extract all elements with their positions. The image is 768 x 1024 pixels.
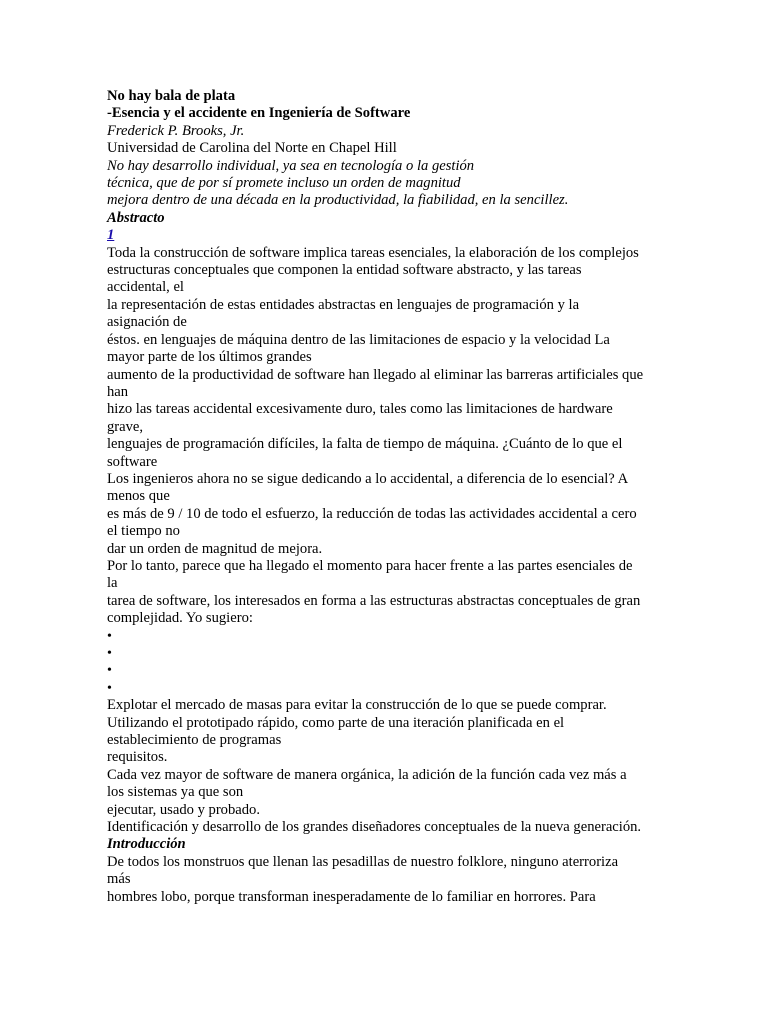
abstract-line: Por lo tanto, parece que ha llegado el momento para hacer frente a las partes esenciales de — [107, 557, 633, 574]
suggestion-line: requisitos. — [107, 749, 168, 766]
abstract-line: éstos. en lenguajes de máquina dentro de las limitaciones de espacio y la velocidad La — [107, 331, 610, 348]
footnote-link[interactable]: 1 — [107, 227, 115, 244]
suggestion-line: Identificación y desarrollo de los grandes diseñadores conceptuales de la nueva generación. — [107, 819, 642, 836]
abstract-line: es más de 9 / 10 de todo el esfuerzo, la reducción de todas las actividades accidental a cero — [107, 505, 637, 522]
epigraph-line: técnica, que de por sí promete incluso un orden de magnitud — [107, 175, 461, 192]
abstract-line: la — [107, 575, 118, 592]
abstract-line: menos que — [107, 488, 170, 505]
abstract-line: software — [107, 453, 158, 470]
intro-line: más — [107, 871, 131, 888]
abstract-line: complejidad. Yo sugiero: — [107, 610, 253, 627]
introduction-heading: Introducción — [107, 836, 186, 853]
abstract-line: hizo las tareas accidental excesivamente duro, tales como las limitaciones de hardware — [107, 401, 613, 418]
document-body — [107, 88, 663, 906]
abstract-line: han — [107, 383, 129, 400]
abstract-heading: Abstracto — [107, 209, 165, 226]
author-affiliation: Universidad de Carolina del Norte en Chapel Hill — [107, 140, 397, 157]
abstract-line: dar un orden de magnitud de mejora. — [107, 540, 323, 557]
abstract-line: el tiempo no — [107, 523, 180, 540]
abstract-line: la representación de estas entidades abstractas en lenguajes de programación y la — [107, 296, 580, 313]
abstract-line: estructuras conceptuales que componen la entidad software abstracto, y las tareas — [107, 262, 582, 279]
bullet-marker: • — [107, 680, 112, 696]
abstract-line: accidental, el — [107, 279, 184, 296]
intro-line: hombres lobo, porque transforman inesperadamente de lo familiar en horrores. Para — [107, 888, 596, 905]
abstract-line: tarea de software, los interesados en forma a las estructuras abstractas conceptuales de gran — [107, 592, 641, 609]
intro-line: De todos los monstruos que llenan las pesadillas de nuestro folklore, ninguno aterroriza — [107, 853, 619, 870]
suggestion-line: Explotar el mercado de masas para evitar la construcción de lo que se puede comprar. — [107, 697, 607, 714]
abstract-line: Toda la construcción de software implica tareas esenciales, la elaboración de los complejos — [107, 244, 639, 261]
author-name: Frederick P. Brooks, Jr. — [107, 122, 245, 139]
suggestion-line: ejecutar, usado y probado. — [107, 801, 260, 818]
abstract-line: aumento de la productividad de software han llegado al eliminar las barreras artificiales que — [107, 366, 644, 383]
abstract-line: asignación de — [107, 314, 187, 331]
suggestion-line: los sistemas ya que son — [107, 784, 244, 801]
suggestion-line: establecimiento de programas — [107, 732, 282, 749]
epigraph-line: No hay desarrollo individual, ya sea en tecnología o la gestión — [107, 157, 475, 174]
abstract-line: mayor parte de los últimos grandes — [107, 349, 312, 366]
suggestion-line: Cada vez mayor de software de manera orgánica, la adición de la función cada vez más a — [107, 766, 627, 783]
bullet-marker: • — [107, 646, 112, 661]
document-subtitle: -Esencia y el accidente en Ingeniería de Software — [107, 105, 411, 122]
suggestion-line: Utilizando el prototipado rápido, como parte de una iteración planificada en el — [107, 714, 565, 731]
bullet-marker: • — [107, 663, 112, 679]
abstract-line: Los ingenieros ahora no se sigue dedicando a lo accidental, a diferencia de lo esencial? A — [107, 470, 629, 487]
abstract-line: grave, — [107, 418, 144, 435]
document-title: No hay bala de plata — [107, 88, 236, 104]
epigraph-line: mejora dentro de una década en la productividad, la fiabilidad, en la sencillez. — [107, 192, 569, 209]
bullet-marker: • — [107, 628, 112, 644]
abstract-line: lenguajes de programación difíciles, la falta de tiempo de máquina. ¿Cuánto de lo que el — [107, 436, 623, 453]
